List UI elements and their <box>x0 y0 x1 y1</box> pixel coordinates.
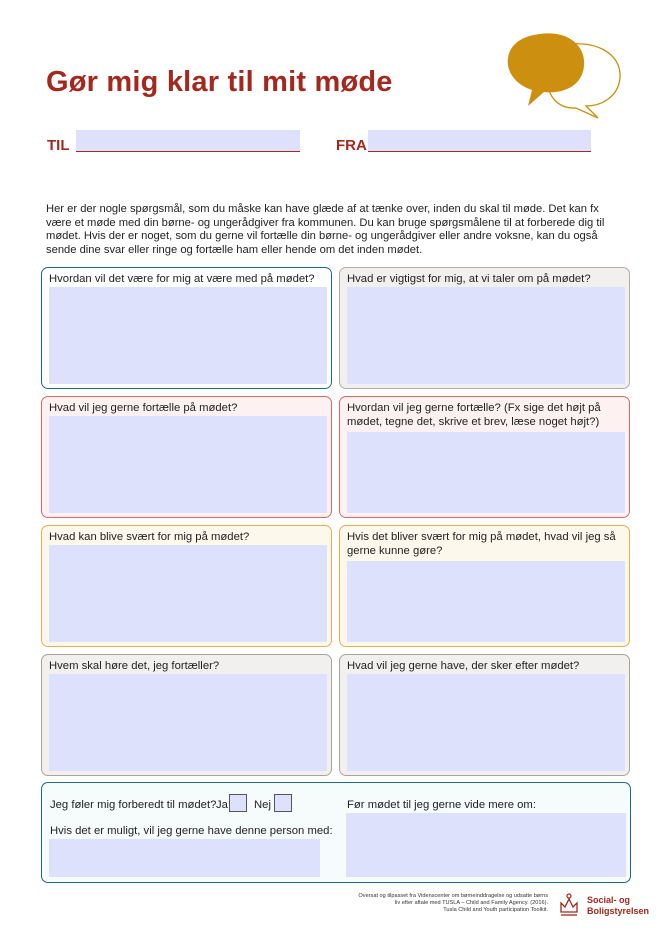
no-checkbox[interactable] <box>274 794 292 812</box>
intro-text: Her er der nogle spørgsmål, som du måske kan have glæde af at tænke over, inden du skal til møde. Det kan fx være et møde med din børne- og ungerådgiver fra kommunen. Du kan bruge spørgsmålene til at forberede dig til mødet. Hvis der er noget, som du gerne vil fortælle din børne- og ungerådgiver eller andre voksne, kan du også sende dine svar eller ringe og fortælle ham eller hende om det inden mødet. <box>46 203 605 256</box>
question-card <box>339 525 630 647</box>
question-card <box>41 396 332 518</box>
answer-field[interactable] <box>49 416 327 513</box>
crown-logo-icon <box>558 892 580 918</box>
footer-line: Oversat og tilpasset fra Videnscenter om børneinddragelse og udsatte børns <box>358 893 548 899</box>
footer-line: Tusla Child and Youth participation Toolkit. <box>443 907 548 913</box>
question-card <box>41 654 332 776</box>
know-more-field[interactable] <box>346 813 626 877</box>
person-field[interactable] <box>49 839 320 877</box>
question-text: Hvordan vil jeg gerne fortælle? (Fx sige det højt på mødet, tegne det, skrive et brev, læse noget højt?) <box>347 402 601 428</box>
footer-credit <box>300 893 548 914</box>
question-card <box>339 396 630 518</box>
yes-checkbox[interactable] <box>229 794 247 812</box>
question-text: Hvis det bliver svært for mig på mødet, hvad vil jeg så gerne kunne gøre? <box>347 531 616 557</box>
from-label: FRA <box>336 137 367 154</box>
answer-field[interactable] <box>49 674 327 771</box>
answer-field[interactable] <box>347 287 625 384</box>
know-more-question: Før mødet til jeg gerne vide mere om: <box>347 799 536 811</box>
preparation-section <box>41 782 631 883</box>
to-label: TIL <box>47 137 70 154</box>
question-text: Hvad vil jeg gerne fortælle på mødet? <box>49 402 238 414</box>
question-text: Hvad kan blive svært for mig på mødet? <box>49 531 250 543</box>
question-text: Hvad er vigtigst for mig, at vi taler om på mødet? <box>347 273 591 285</box>
person-question: Hvis det er muligt, vil jeg gerne have denne person med: <box>50 825 333 837</box>
question-card <box>339 654 630 776</box>
from-field[interactable] <box>368 130 591 152</box>
answer-field[interactable] <box>347 561 625 642</box>
page-title: Gør mig klar til mit møde <box>46 66 393 98</box>
yes-label: Ja <box>216 799 228 811</box>
prepared-question: Jeg føler mig forberedt til mødet? <box>50 799 217 811</box>
answer-field[interactable] <box>347 432 625 513</box>
answer-field[interactable] <box>49 545 327 642</box>
no-label: Nej <box>254 799 271 811</box>
question-card <box>41 267 332 389</box>
answer-field[interactable] <box>347 674 625 771</box>
question-text: Hvordan vil det være for mig at være med på mødet? <box>49 273 315 285</box>
answer-field[interactable] <box>49 287 327 384</box>
question-card <box>339 267 630 389</box>
speech-bubbles-icon <box>500 30 625 120</box>
question-text: Hvad vil jeg gerne have, der sker efter mødet? <box>347 660 580 672</box>
question-text: Hvem skal høre det, jeg fortæller? <box>49 660 220 672</box>
logo-line: Boligstyrelsen <box>587 906 650 916</box>
agency-logo-text <box>587 895 649 917</box>
logo-line: Social- og <box>587 895 631 905</box>
to-field[interactable] <box>76 130 300 152</box>
question-card <box>41 525 332 647</box>
footer-line: liv efter aftale med TUSLA – Child and Family Agency. (2016). <box>394 900 548 906</box>
